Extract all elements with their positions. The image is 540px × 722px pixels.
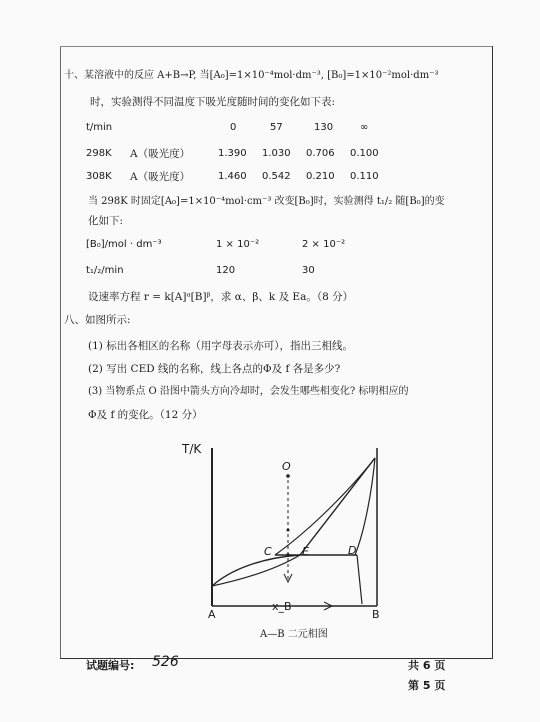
solvus-line [357,555,362,604]
q8-item1: (1) 标出各相区的名称（用字母表示亦可），指出三相线。 [88,340,353,352]
point-o-label: O [282,460,291,473]
table1-header-130: 130 [314,122,334,133]
page-frame-left [60,46,61,658]
table1-row2-v4: 0.110 [350,171,379,182]
phase-caption: A—B 二元相图 [260,629,328,640]
table2-row1-label: [B₀]/mol · dm⁻³ [86,239,162,250]
curve-a-solidus [212,555,300,586]
phase-ylabel: T/K [182,442,202,456]
table1-row2-v3: 0.210 [306,171,335,182]
table1-header-t: t/min [86,122,113,133]
point-a-label: A [208,608,216,621]
table1-row1-v4: 0.100 [350,148,379,159]
q8-item2: (2) 写出 CED 线的名称，线上各点的Φ及 f 各是多少? [88,363,341,375]
q8-heading: 八、如图所示: [64,314,131,326]
xb-axis-label: x_B [272,600,292,613]
q10-line1: 十、某溶液中的反应 A+B→P, 当[A₀]=1×10⁻⁴mol·dm⁻³, [B₀]=1×10⁻²mol·dm⁻³ [64,70,439,81]
point-b-dot [286,553,290,557]
table2-row2-v1: 120 [216,265,236,276]
table1-row1-v2: 1.030 [262,148,291,159]
curve-b-solidus [355,458,375,555]
table1-row2-v1: 1.460 [218,171,247,182]
exam-label: 试题编号: [86,659,135,672]
table1-row1-temp: 298K [86,148,112,159]
table2-row1-v2: 2 × 10⁻² [302,239,346,250]
page-number: 第 5 页 [408,679,446,692]
exam-number: 526 [152,654,179,670]
page-frame-top [60,46,492,47]
point-e-label: E [302,545,309,558]
table1-row2-v2: 0.542 [262,171,291,182]
table2-row2-v2: 30 [302,265,315,276]
curve-a-liquidus [212,555,300,586]
phase-diagram [180,430,400,650]
total-pages: 共 6 页 [408,659,446,672]
table1-row1-v1: 1.390 [218,148,247,159]
table1-header-57: 57 [270,122,283,133]
table2-row1-v1: 1 × 10⁻² [216,239,260,250]
point-d-label: D [348,544,357,557]
table1-header-0: 0 [230,122,237,133]
q10-line4: 化如下: [88,215,124,227]
table1-row2-temp: 308K [86,171,112,182]
q10-line3: 当 298K 时固定[A₀]=1×10⁻⁴mol·cm⁻³ 改变[B₀]时，实验测得 t₁/₂ 随[B₀]的变 [88,196,445,207]
point-c-label: C [264,545,272,558]
q8-item3: (3) 当物系点 O 沿图中箭头方向冷却时，会发生哪些相变化? 标明相应的 [88,386,409,397]
q8-item4: Φ及 f 的变化。（12 分） [88,409,203,421]
point-b-label: B [372,608,380,621]
table1-row1-v3: 0.706 [306,148,335,159]
point-d-dot [287,529,290,532]
table2-row2-label: t₁/₂/min [86,265,124,276]
table1-header-inf: ∞ [360,122,369,133]
table1-row1-label: A（吸光度） [130,148,191,160]
q10-line5: 设速率方程 r = k[A]ᵅ[B]ᵝ，求 α、β、k 及 Ea。（8 分） [88,291,354,303]
point-o-dot [286,474,290,478]
q10-line2: 时，实验测得不同温度下吸光度随时间的变化如下表: [90,96,336,108]
table1-row2-label: A（吸光度） [130,171,191,183]
